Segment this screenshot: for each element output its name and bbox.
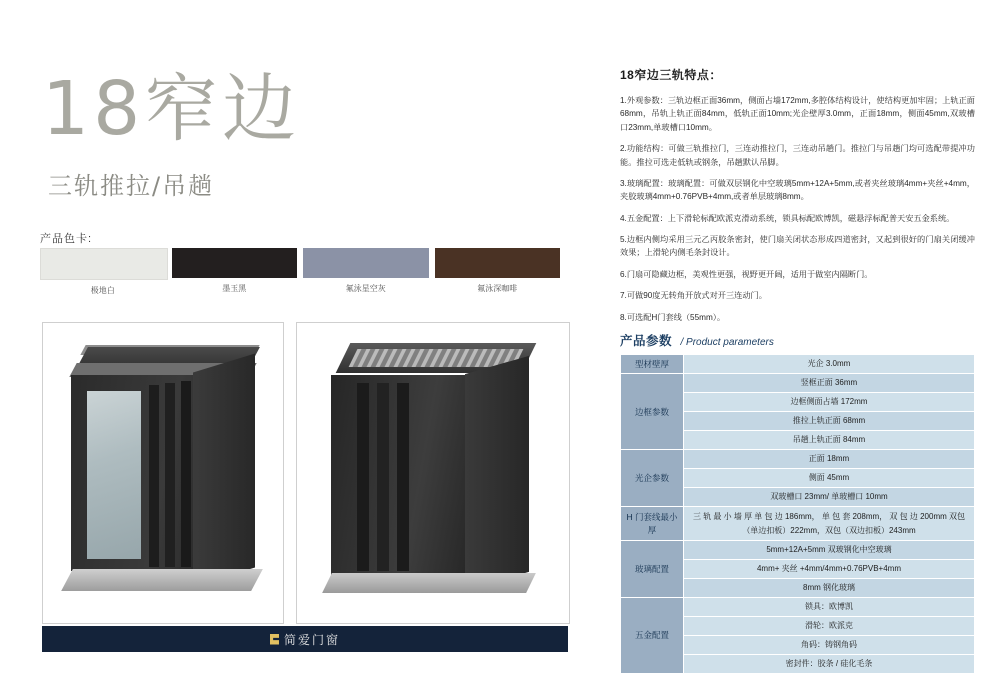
row-value: 锁具：欧博凯 xyxy=(684,597,975,616)
table-row xyxy=(621,355,975,374)
feature-item: 1.外观参数：三轨边框正面36mm，侧面占墙172mm,多腔体结构设计，使结构更加牢固；上轨正面68mm，吊轨上轨正面84mm，低轨正面10mm;光企壁厚3.0mm，正面18mm，侧面45mm,双玻槽口23mm,单玻槽口10mm。 xyxy=(620,96,975,132)
product-image-left xyxy=(42,322,284,624)
product-image-right xyxy=(296,322,570,624)
page-subtitle: 三轨推拉/吊趟 xyxy=(48,172,215,200)
frame-base-rail xyxy=(322,573,536,593)
swatch-item xyxy=(303,248,429,296)
feature-item: 3.玻璃配置：玻璃配置：可做双层钢化中空玻璃5mm+12A+5mm,或者夹丝玻璃4mm+夹丝+4mm，夹胶玻璃4mm+0.76PVB+4mm,或者单层玻璃8mm。 xyxy=(620,178,975,202)
sash-slat xyxy=(377,383,389,571)
features-heading: 18窄边三轨特点： xyxy=(620,68,722,82)
product-parameters-table xyxy=(620,354,975,674)
swatch-item xyxy=(172,248,298,296)
row-value: 滑轮：欧派克 xyxy=(684,616,975,635)
feature-item: 8.可选配H门套线（55mm）。 xyxy=(620,312,726,322)
row-label: 边框参数 xyxy=(621,374,684,450)
row-value: 吊趟上轨正面 84mm xyxy=(684,431,975,450)
params-title-cn: 产品参数 xyxy=(620,334,673,348)
feature-item: 7.可做90度无转角开放式对开三连动门。 xyxy=(620,291,767,301)
swatch-item xyxy=(40,248,166,296)
row-value: 推拉上轨正面 68mm xyxy=(684,412,975,431)
feature-item: 5.边框内侧均采用三元乙丙胶条密封，使门扇关闭状态形成四道密封，又起到很好的门扇关闭缓冲效果；上滑轮内侧毛条封设计。 xyxy=(620,235,975,258)
swatch-label: 极地白 xyxy=(90,286,115,295)
table-row xyxy=(621,450,975,469)
swatch-label: 氟泳深咖啡 xyxy=(477,284,518,293)
row-value: 竖框正面 36mm xyxy=(684,374,975,393)
sash-slat xyxy=(181,381,191,567)
row-value: 5mm+12A+5mm 双玻钢化中空玻璃 xyxy=(684,540,975,559)
sash-slat xyxy=(357,383,369,571)
table-row xyxy=(621,540,975,559)
feature-item: 6.门扇可隐藏边框，美观性更强，视野更开阔，适用于做室内隔断门。 xyxy=(620,269,873,279)
table-row xyxy=(621,597,975,616)
row-value: 角码：铸钢角码 xyxy=(684,635,975,654)
brand-name: 简爱门窗 xyxy=(283,632,340,647)
footer-brand-bar xyxy=(42,626,568,652)
params-header xyxy=(620,331,975,355)
features-list xyxy=(620,86,975,328)
row-value: 密封件：胶条 / 硅化毛条 xyxy=(684,654,975,673)
row-label: 玻璃配置 xyxy=(621,540,684,597)
swatch-label: 氟泳星空灰 xyxy=(345,284,386,293)
row-value: 8mm 钢化玻璃 xyxy=(684,578,975,597)
row-value: 三 轨 最 小 墙 厚 单 包 边 186mm， 单 包 套 208mm， 双 包 边 200mm 双包（单边扣板）222mm，双包（双边扣板）243mm xyxy=(684,507,975,540)
color-swatch-row xyxy=(40,248,560,296)
sash-slat xyxy=(149,385,159,567)
swatch-label: 墨玉黑 xyxy=(222,284,247,293)
params-title-en: / Product parameters xyxy=(680,337,774,348)
product-illustration xyxy=(297,323,569,623)
sash-slat xyxy=(397,383,409,571)
row-label: 型材壁厚 xyxy=(621,355,684,374)
swatch-chip-starry-grey xyxy=(303,248,429,278)
feature-item: 2.功能结构：可做三轨推拉门，三连动推拉门，三连动吊趟门。推拉门与吊趟门均可选配带提冲功能。推拉可选走低轨或钢条，吊趟默认吊脚。 xyxy=(620,144,975,167)
frame-base-rail xyxy=(61,569,263,591)
table-row xyxy=(621,507,975,540)
page-title: 18窄边 xyxy=(42,66,301,152)
row-value: 4mm+ 夹丝 +4mm/4mm+0.76PVB+4mm xyxy=(684,559,975,578)
color-card-label: 产品色卡: xyxy=(40,233,93,245)
row-value: 边框侧面占墙 172mm xyxy=(684,393,975,412)
row-value: 光企 3.0mm xyxy=(684,355,975,374)
sash-slat xyxy=(165,383,175,567)
row-label: 光企参数 xyxy=(621,450,684,507)
feature-item: 4.五金配置：上下滑轮标配欧派克滑动系统，锁具标配欧博凯，磁悬浮标配普天安五金系统。 xyxy=(620,213,955,223)
swatch-chip-polar-white xyxy=(40,248,168,280)
row-label: H 门套线最小厚 xyxy=(621,507,684,540)
glass-pane xyxy=(87,391,141,559)
swatch-item xyxy=(435,248,561,296)
brand-logo-icon xyxy=(270,634,279,645)
frame-side xyxy=(465,356,529,590)
row-value: 正面 18mm xyxy=(684,450,975,469)
swatch-chip-jade-black xyxy=(172,248,298,278)
product-illustration xyxy=(43,323,283,623)
row-value: 双玻槽口 23mm/ 单玻槽口 10mm xyxy=(684,488,975,507)
table-row xyxy=(621,374,975,393)
row-value: 侧面 45mm xyxy=(684,469,975,488)
row-label: 五金配置 xyxy=(621,597,684,673)
right-panel xyxy=(620,0,980,687)
frame-side xyxy=(193,354,255,587)
swatch-chip-deep-coffee xyxy=(435,248,561,278)
